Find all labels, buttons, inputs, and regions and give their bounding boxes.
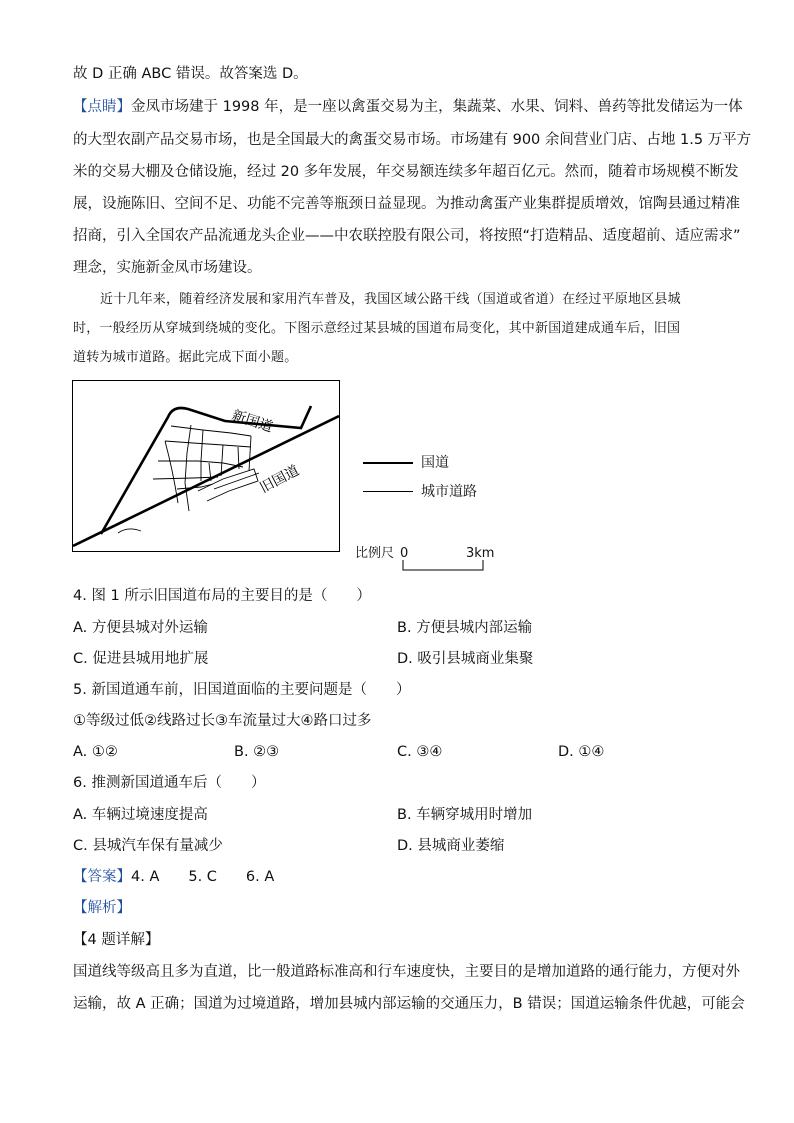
detail-line: 国道线等级高且多为直道，比一般道路标准高和行车速度快，主要目的是增加道路的通行能力，方便对外 [73, 964, 740, 980]
question-5: 5. 新国道通车前，旧国道面临的主要问题是（ ） [73, 682, 411, 698]
passage-line: 时，一般经历从穿城到绕城的变化。下图示意经过某县城的国道布局变化，其中新国道建成通车后，旧国 [73, 321, 681, 336]
q4-option-c: C. 促进县城用地扩展 [73, 651, 209, 667]
text-line: 招商，引入全国农产品流通龙头企业——中农联控股有限公司，将按照“打造精品、适度超前、适应需求” [73, 228, 741, 244]
q5-option-d: D. ①④ [558, 744, 605, 760]
text-span: 金凤市场建于 1998 年，是一座以禽蛋交易为主，集蔬菜、水果、饲料、兽药等批发储运为一体 [131, 99, 743, 115]
q5-statements: ①等级过低②线路过长③车流量过大④路口过多 [73, 713, 372, 729]
new-road-label: 新国道 [229, 407, 275, 436]
answer-text: 4. A 5. C 6. A [131, 869, 275, 885]
q4-option-b: B. 方便县城内部运输 [397, 620, 533, 636]
q4-detail-heading: 【4 题详解】 [73, 932, 160, 948]
answer-line [73, 867, 274, 887]
q6-option-a: A. 车辆过境速度提高 [73, 807, 208, 823]
question-4: 4. 图 1 所示旧国道布局的主要目的是（ ） [73, 588, 371, 604]
passage-line: 近十几年来，随着经济发展和家用汽车普及，我国区域公路干线（国道或省道）在经过平原地区县城 [100, 292, 681, 307]
city-roads [118, 425, 259, 533]
q6-option-b: B. 车辆穿城用时增加 [397, 807, 533, 823]
q4-option-d: D. 吸引县城商业集聚 [397, 651, 534, 667]
legend-city-text: 城市道路 [421, 484, 477, 500]
highlight-tag: 【点睛】 [73, 99, 131, 115]
road-map-svg [73, 381, 339, 551]
q5-option-c: C. ③④ [397, 744, 443, 760]
legend-national-line [363, 462, 413, 464]
text-line [73, 97, 743, 117]
text-line: 理念，实施新金凤市场建设。 [73, 260, 262, 276]
text-line: 的大型农副产品交易市场，也是全国最大的禽蛋交易市场。市场建有 900 余间营业门店、占地 1.5 万平方 [73, 132, 752, 148]
q5-option-a: A. ①② [73, 744, 118, 760]
q5-option-b: B. ②③ [234, 744, 280, 760]
detail-line: 运输，故 A 正确；国道为过境道路，增加县城内部运输的交通压力，B 错误；国道运输条件优越，可能会 [73, 996, 745, 1012]
q6-option-d: D. 县城商业萎缩 [397, 838, 505, 854]
scale-zero: 0 [400, 546, 409, 561]
road-map-figure [72, 380, 340, 552]
passage-line: 道转为城市道路。据此完成下面小题。 [73, 350, 298, 365]
scale-bar [402, 560, 486, 572]
text-line: 故 D 正确 ABC 错误。故答案选 D。 [73, 66, 308, 82]
analysis-tag: 【解析】 [73, 900, 131, 916]
answer-tag: 【答案】 [73, 869, 131, 885]
text-line: 展，设施陈旧、空间不足、功能不完善等瓶颈日益显现。为推动禽蛋产业集群提质增效，馆陶县通过精准 [73, 196, 740, 212]
old-road-label: 旧国道 [257, 462, 302, 497]
scale-label: 比例尺 [355, 546, 395, 561]
text-line: 米的交易大棚及仓储设施，经过 20 多年发展，年交易额连续多年超百亿元。然而，随着市场规模不断发 [73, 164, 739, 180]
legend-national-text: 国道 [421, 455, 449, 471]
q4-option-a: A. 方便县城对外运输 [73, 620, 208, 636]
question-6: 6. 推测新国道通车后（ ） [73, 775, 266, 791]
q6-option-c: C. 县城汽车保有量减少 [73, 838, 223, 854]
scale-end: 3km [466, 546, 495, 561]
old-national-road [73, 416, 339, 546]
legend-city-line [363, 491, 413, 492]
